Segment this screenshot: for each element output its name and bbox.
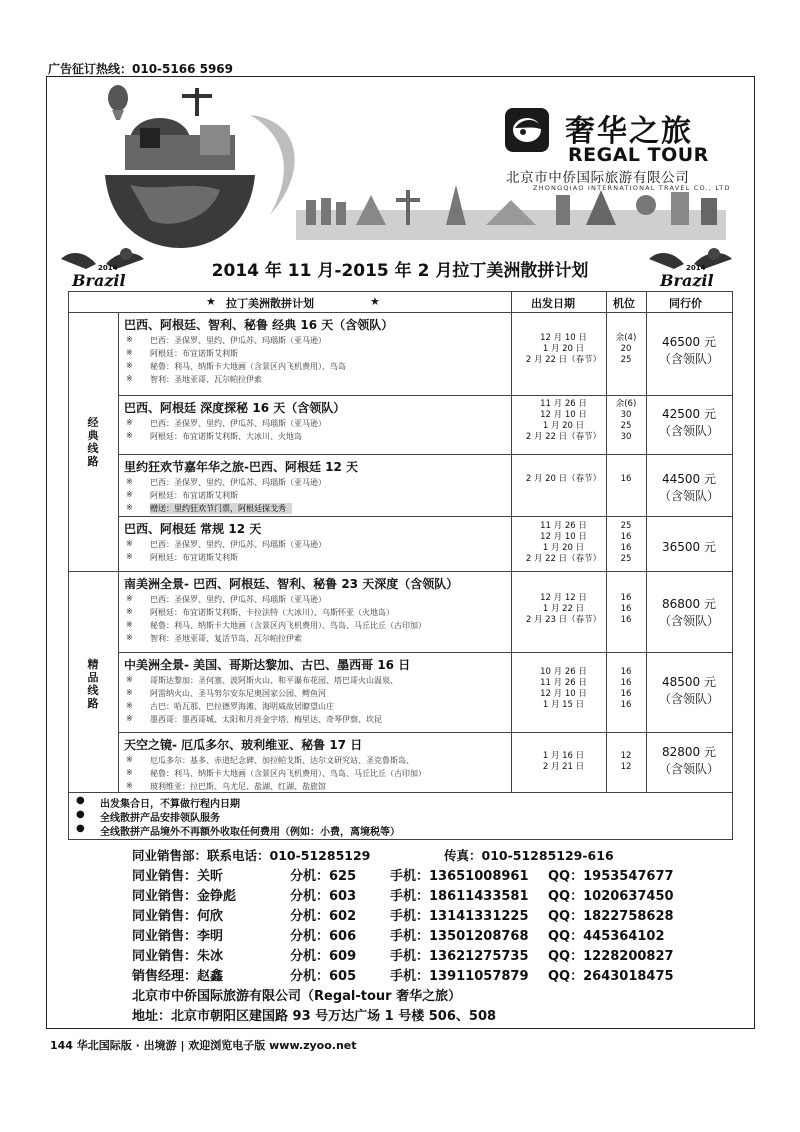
- seat-count: 16: [620, 689, 632, 699]
- seat-count: 16: [620, 474, 632, 484]
- brand-name-cn: 奢华之旅: [565, 114, 693, 149]
- group-label-classic: 经典线路: [87, 416, 99, 468]
- seat-counts: [606, 667, 646, 711]
- detail-bullet: ※: [126, 755, 133, 764]
- product-detail: 秘鲁：利马、纳斯卡大地画（含景区内飞机费用）、鸟岛、马丘比丘（古印加）: [150, 621, 426, 630]
- product-detail: 巴西：圣保罗、里约、伊瓜苏、玛瑙斯（亚马逊）: [150, 540, 326, 549]
- seat-count: 16: [620, 532, 632, 542]
- seat-count: 余(4): [615, 333, 637, 343]
- seat-count: 16: [620, 593, 632, 603]
- product-detail: 智利：圣地亚哥、复活节岛、瓦尔帕拉伊索: [150, 634, 302, 643]
- note-bullet: ●: [76, 809, 85, 820]
- detail-bullet: ※: [126, 374, 133, 383]
- seat-count: 25: [620, 421, 632, 431]
- product-detail: 墨西哥：墨西哥城、太阳和月亮金字塔、梅里达、奇琴伊察、坎昆: [150, 715, 382, 724]
- sales-contact-ext: 分机：603: [290, 889, 357, 904]
- sales-contact-mobile: 手机：13621275735: [390, 949, 529, 964]
- product-detail: 巴西：圣保罗、里约、伊瓜苏、玛瑙斯（亚马逊）: [150, 336, 326, 345]
- product-detail: 阿根廷：布宜诺斯艾利斯、大冰川、火地岛: [150, 432, 302, 441]
- itinerary-table: [68, 291, 733, 840]
- sales-dept-fax: 传真：010-51285129-616: [444, 848, 614, 863]
- sales-contact-role: 同业销售：金铮彪: [132, 889, 237, 904]
- seat-counts: [606, 751, 646, 773]
- departure-date: 1 月 20 日: [542, 344, 585, 354]
- departure-date: 1 月 16 日: [542, 751, 585, 761]
- departure-date: 1 月 15 日: [542, 700, 585, 710]
- note-bullet: ●: [76, 795, 85, 806]
- price-note: （含领队）: [658, 614, 719, 628]
- sales-contact-role: 销售经理：赵鑫: [132, 969, 224, 984]
- sales-contact-ext: 分机：625: [290, 869, 357, 884]
- seat-count: 16: [620, 678, 632, 688]
- seat-count: 12: [620, 751, 632, 761]
- product-detail: 哥斯达黎加：圣何塞、波阿斯火山、和平瀑布花园、塔巴哥火山温泉、: [150, 676, 398, 685]
- departure-date: 12 月 12 日: [540, 593, 587, 603]
- product-title: 中美洲全景- 美国、哥斯达黎加、古巴、墨西哥 16 日: [124, 658, 411, 672]
- toucan-logo-icon: [505, 108, 549, 152]
- sales-contact-ext: 分机：609: [290, 949, 357, 964]
- product-detail: 智利：圣地亚哥、瓦尔帕拉伊索: [150, 375, 262, 384]
- departure-dates: [511, 521, 616, 565]
- departure-date: 2 月 22 日（春节）: [525, 554, 602, 564]
- badge-text-left: Brazil: [72, 271, 126, 290]
- header-dates: 出发日期: [531, 297, 575, 310]
- detail-bullet: ※: [126, 633, 133, 642]
- detail-bullet: ※: [126, 490, 133, 499]
- seat-count: 16: [620, 615, 632, 625]
- brand-name-en: REGAL TOUR: [568, 144, 709, 166]
- company-name-cn: 北京市中侨国际旅游有限公司: [506, 170, 690, 186]
- price-value: 36500 元: [662, 540, 716, 554]
- price-note: （含领队）: [658, 762, 719, 776]
- price-cell: [648, 471, 730, 505]
- seat-count: 30: [620, 410, 632, 420]
- product-detail: 阿根廷：布宜诺斯艾利斯: [150, 553, 238, 562]
- detail-bullet: ※: [126, 539, 133, 548]
- product-title: 里约狂欢节嘉年华之旅-巴西、阿根廷 12 天: [124, 460, 359, 474]
- detail-bullet: ※: [126, 477, 133, 486]
- detail-bullet: ※: [126, 781, 133, 790]
- departure-date: 1 月 20 日: [542, 543, 585, 553]
- globe-illustration: [100, 80, 260, 250]
- price-cell: [648, 674, 730, 708]
- seat-count: 16: [620, 700, 632, 710]
- departure-dates: [511, 751, 616, 773]
- product-detail: 秘鲁：利马、纳斯卡大地画（含景区内飞机费用）、鸟岛、马丘比丘（古印加）: [150, 769, 426, 778]
- seat-count: 16: [620, 604, 632, 614]
- page-title: 2014 年 11 月-2015 年 2 月拉丁美洲散拼计划: [211, 261, 589, 281]
- note-item: 全线散拼产品安排领队服务: [100, 813, 220, 824]
- detail-bullet: ※: [126, 620, 133, 629]
- price-cell: [648, 539, 730, 556]
- price-value: 46500 元: [662, 335, 716, 349]
- departure-date: 1 月 20 日: [542, 421, 585, 431]
- detail-bullet: ※: [126, 701, 133, 710]
- departure-date: 11 月 26 日: [540, 521, 587, 531]
- badge-year-left: 2014: [98, 264, 118, 272]
- product-detail: 巴西：圣保罗、里约、伊瓜苏、玛瑙斯（亚马逊）: [150, 595, 326, 604]
- price-cell: [648, 596, 730, 630]
- price-note: （含领队）: [658, 352, 719, 366]
- product-title: 巴西、阿根廷 常规 12 天: [124, 522, 262, 536]
- header-plan: 拉丁美洲散拼计划: [226, 297, 314, 310]
- price-value: 42500 元: [662, 407, 716, 421]
- product-detail: 阿根廷：布宜诺斯艾利斯: [150, 349, 238, 358]
- price-cell: [648, 406, 730, 440]
- departure-date: 2 月 21 日: [542, 762, 585, 772]
- detail-bullet: ※: [126, 714, 133, 723]
- departure-dates: [511, 333, 616, 366]
- departure-date: 1 月 22 日: [542, 604, 585, 614]
- detail-bullet: ※: [126, 431, 133, 440]
- product-gift: 赠送：里约狂欢节门票，阿根廷探戈秀: [150, 503, 292, 514]
- price-note: （含领队）: [658, 692, 719, 706]
- note-item: 出发集合日，不算做行程内日期: [100, 799, 240, 810]
- header-seats: 机位: [613, 297, 635, 310]
- sales-contact-mobile: 手机：13911057879: [390, 969, 529, 984]
- departure-date: 11 月 26 日: [540, 399, 587, 409]
- seat-counts: [606, 593, 646, 626]
- price-value: 44500 元: [662, 472, 716, 486]
- departure-date: 12 月 10 日: [540, 410, 587, 420]
- product-title: 南美洲全景- 巴西、阿根廷、智利、秘鲁 23 天深度（含领队）: [124, 577, 459, 591]
- header-price: 同行价: [669, 297, 702, 310]
- sales-contact-role: 同业销售：何欣: [132, 909, 224, 924]
- header-star-right: ★: [370, 295, 380, 308]
- departure-date: 12 月 10 日: [540, 689, 587, 699]
- detail-bullet: ※: [126, 552, 133, 561]
- company-name-en: ZHONGQIAO INTERNATIONAL TRAVEL CO., LTD: [533, 184, 731, 192]
- seat-counts: [606, 399, 646, 443]
- seat-count: 16: [620, 667, 632, 677]
- product-detail: 玻利维亚：拉巴斯、乌尤尼、盐湖、红湖、盐旅馆: [150, 782, 326, 791]
- seat-counts: [606, 474, 646, 485]
- seat-count: 余(6): [615, 399, 637, 409]
- departure-dates: [511, 667, 616, 711]
- sales-contact-mobile: 手机：13141331225: [390, 909, 529, 924]
- sales-contact-qq: QQ：1228200827: [548, 949, 674, 964]
- departure-date: 11 月 26 日: [540, 678, 587, 688]
- badge-text-right: Brazil: [660, 271, 714, 290]
- page-footer: 144 华北国际版 · 出境游 | 欢迎浏览电子版 www.zyoo.net: [50, 1039, 357, 1052]
- detail-bullet: ※: [126, 675, 133, 684]
- sales-contact-role: 同业销售：朱冰: [132, 949, 224, 964]
- sales-contact-ext: 分机：605: [290, 969, 357, 984]
- product-detail: 阿根廷：布宜诺斯艾利斯、卡拉法特（大冰川）、乌斯怀亚（火地岛）: [150, 608, 394, 617]
- detail-bullet: ※: [126, 768, 133, 777]
- seat-counts: [606, 333, 646, 366]
- product-detail: 秘鲁：利马、纳斯卡大地画（含景区内飞机费用）、鸟岛: [150, 362, 346, 371]
- product-detail: 巴西：圣保罗、里约、伊瓜苏、玛瑙斯（亚马逊）: [150, 478, 326, 487]
- product-detail: 古巴：哈瓦那、巴拉德罗海滩、海明威故居瞭望山庄: [150, 702, 334, 711]
- price-note: （含领队）: [658, 424, 719, 438]
- detail-bullet: ※: [126, 688, 133, 697]
- seat-count: 25: [620, 554, 632, 564]
- seat-count: 25: [620, 355, 632, 365]
- departure-date: 2 月 20 日（春节）: [525, 474, 602, 484]
- sales-contact-ext: 分机：606: [290, 929, 357, 944]
- detail-bullet: ※: [126, 503, 133, 512]
- sales-contact-qq: QQ：1020637450: [548, 889, 674, 904]
- seat-count: 20: [620, 344, 632, 354]
- price-cell: [648, 744, 730, 778]
- seat-count: 30: [620, 432, 632, 442]
- departure-date: 2 月 22 日（春节）: [525, 432, 602, 442]
- seat-counts: [606, 521, 646, 565]
- sales-contact-mobile: 手机：13501208768: [390, 929, 529, 944]
- detail-bullet: ※: [126, 348, 133, 357]
- sales-contact-mobile: 手机：18611433581: [390, 889, 529, 904]
- note-bullet: ●: [76, 823, 85, 834]
- price-note: （含领队）: [658, 489, 719, 503]
- sales-contact-role: 同业销售：关昕: [132, 869, 224, 884]
- detail-bullet: ※: [126, 594, 133, 603]
- product-detail: 巴西：圣保罗、里约、伊瓜苏、玛瑙斯（亚马逊）: [150, 419, 326, 428]
- departure-dates: [511, 593, 616, 626]
- product-title: 天空之镜- 厄瓜多尔、玻利维亚、秘鲁 17 日: [124, 738, 363, 752]
- sales-contact-qq: QQ：445364102: [548, 929, 665, 944]
- company-line: 北京市中侨国际旅游有限公司（Regal-tour 奢华之旅）: [132, 989, 462, 1004]
- sales-contact-qq: QQ：1822758628: [548, 909, 674, 924]
- detail-bullet: ※: [126, 361, 133, 370]
- seat-count: 25: [620, 521, 632, 531]
- departure-date: 10 月 26 日: [540, 667, 587, 677]
- product-detail: 厄瓜多尔：基多、赤道纪念碑、加拉帕戈斯、达尔文研究站、圣克鲁斯岛、: [150, 756, 414, 765]
- product-detail: 阿雷纳火山、圣马努尔安东尼奥国家公园、鳄鱼河: [150, 689, 326, 698]
- departure-date: 2 月 22 日（春节）: [525, 355, 602, 365]
- departure-date: 2 月 23 日（春节）: [525, 615, 602, 625]
- ad-hotline: 广告征订热线：010-5166 5969: [48, 62, 234, 76]
- departure-dates: [511, 474, 616, 485]
- price-value: 48500 元: [662, 675, 716, 689]
- sales-contact-qq: QQ：1953547677: [548, 869, 674, 884]
- header-star-left: ★: [206, 295, 216, 308]
- sales-contact-qq: QQ：2643018475: [548, 969, 674, 984]
- detail-bullet: ※: [126, 335, 133, 344]
- detail-bullet: ※: [126, 418, 133, 427]
- group-label-premium: 精品线路: [87, 658, 99, 710]
- product-detail: 阿根廷：布宜诺斯艾利斯: [150, 491, 238, 500]
- product-title: 巴西、阿根廷 深度探秘 16 天（含领队）: [124, 401, 346, 415]
- price-value: 86800 元: [662, 597, 716, 611]
- departure-date: 12 月 10 日: [540, 532, 587, 542]
- badge-year-right: 2014: [686, 264, 706, 272]
- sales-contact-mobile: 手机：13651008961: [390, 869, 529, 884]
- sales-contact-ext: 分机：602: [290, 909, 357, 924]
- departure-date: 12 月 10 日: [540, 333, 587, 343]
- sales-dept-phone: 同业销售部：联系电话：010-51285129: [132, 848, 371, 863]
- detail-bullet: ※: [126, 607, 133, 616]
- product-title: 巴西、阿根廷、智利、秘鲁 经典 16 天（含领队）: [124, 318, 394, 332]
- address-line: 地址：北京市朝阳区建国路 93 号万达广场 1 号楼 506、508: [132, 1009, 497, 1024]
- seat-count: 16: [620, 543, 632, 553]
- sales-contact-role: 同业销售：李明: [132, 929, 224, 944]
- seat-count: 12: [620, 762, 632, 772]
- departure-dates: [511, 399, 616, 443]
- price-cell: [648, 334, 730, 368]
- note-item: 全线散拼产品境外不再额外收取任何费用（例如：小费，离境税等）: [100, 827, 400, 838]
- price-value: 82800 元: [662, 745, 716, 759]
